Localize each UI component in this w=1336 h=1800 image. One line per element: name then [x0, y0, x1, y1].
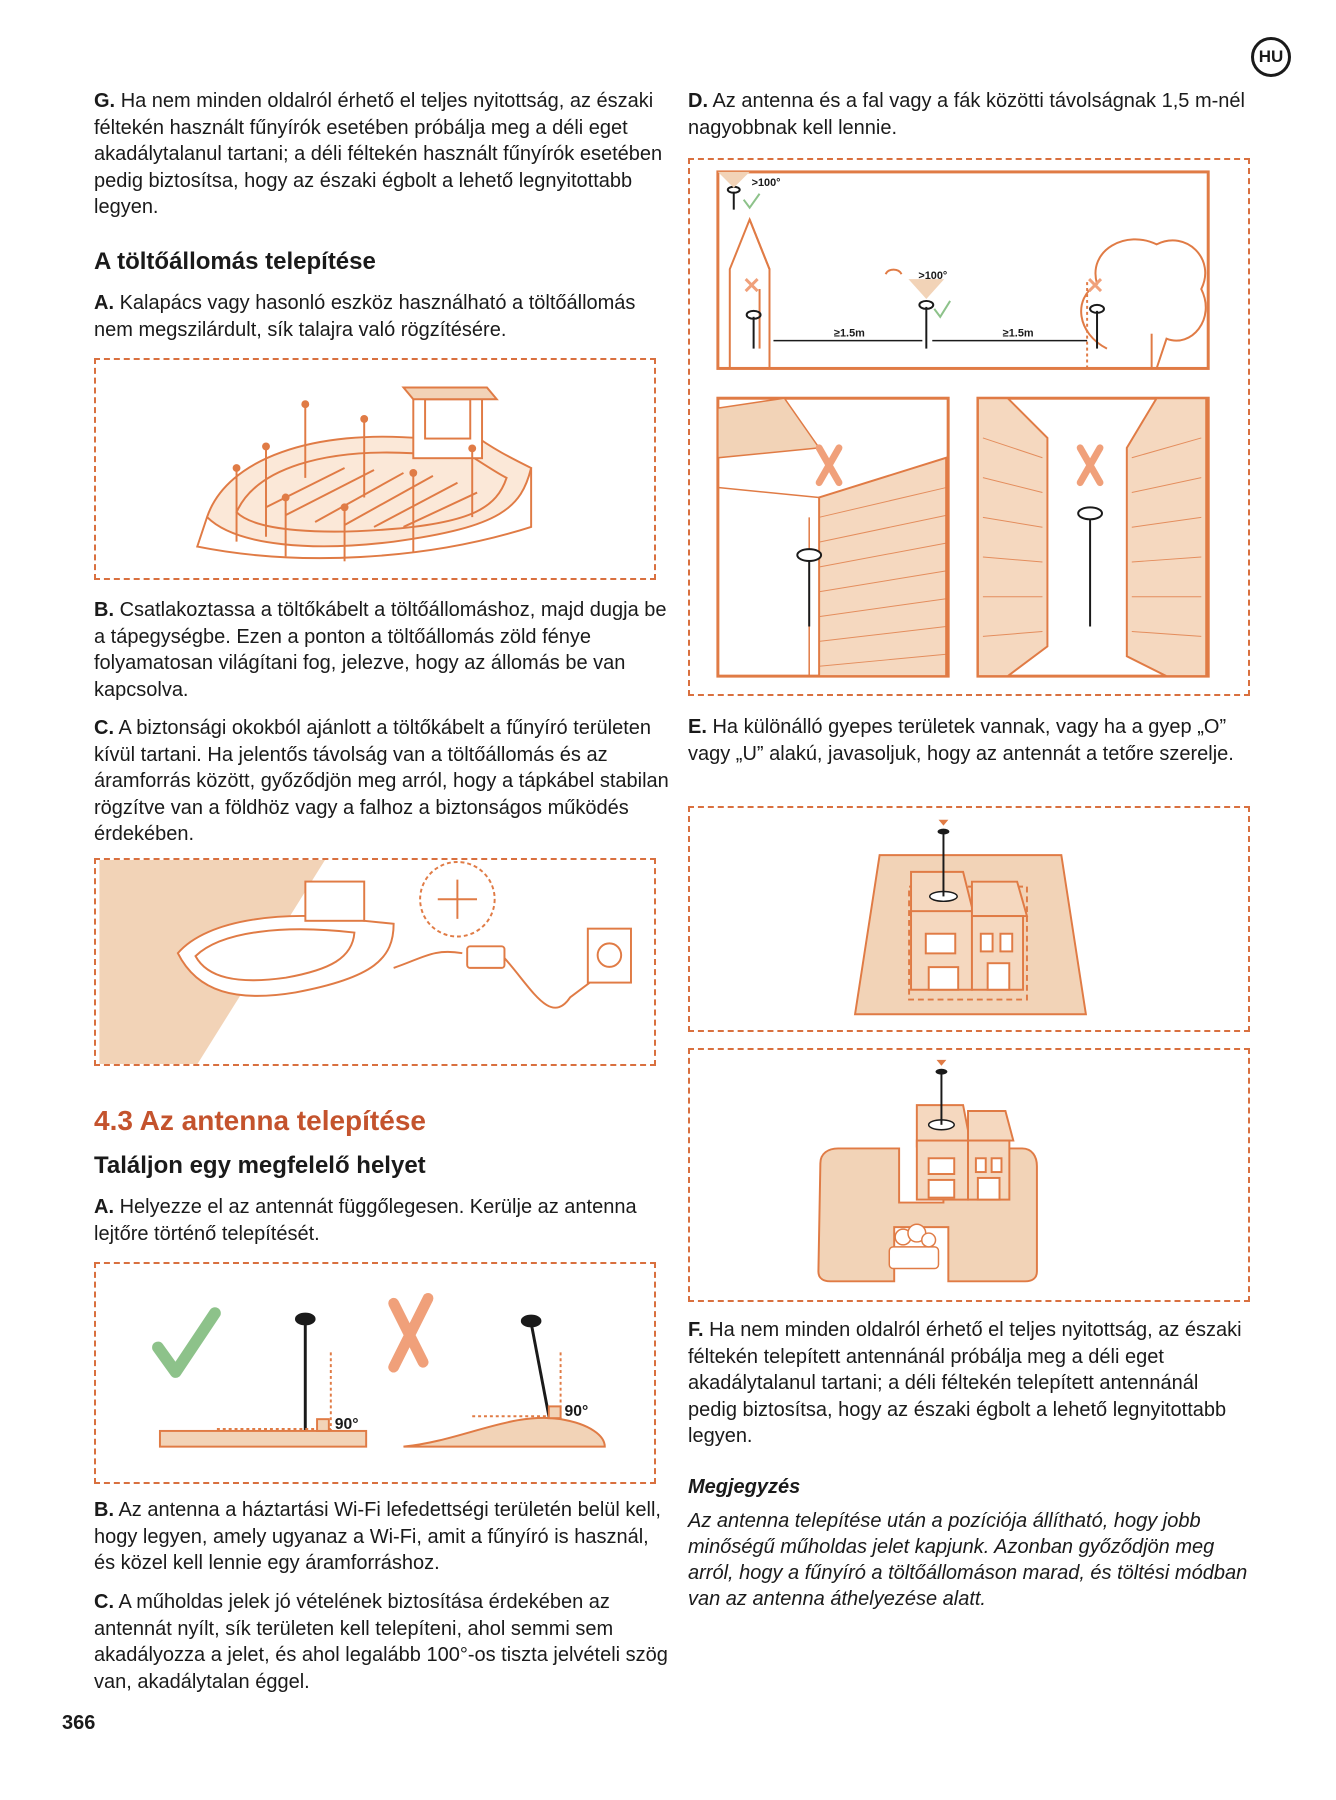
figure-roof-square-lawn	[688, 806, 1250, 1032]
distance-label-1: ≥1.5m	[834, 327, 865, 340]
paragraph-station-a	[94, 290, 664, 343]
paragraph-text: Ha nem minden oldalról érhető el teljes nyitottság, az északi féltekén használt fűnyírók esetében próbálja meg a déli eget akadálytalanul tartani; a déli féltekén használt fűnyírók esetében pedig biztosítsa, hogy az északi égbolt a lehető legnyitottabb legyen.	[94, 90, 663, 218]
paragraph-antenna-a	[94, 1194, 669, 1247]
note-text: Az antenna telepítése után a pozíciója állítható, hogy jobb minőségű műholdas jelet kapjunk. Azonban győződjön meg arról, hogy a fűnyíró a töltőállomáson marad, és töltési módban van az antenna áthelyezése alatt.	[688, 1510, 1248, 1610]
paragraph-text: Az antenna és a fal vagy a fák közötti távolságnak 1,5 m-nél nagyobbnak kell lennie.	[688, 90, 1245, 139]
angle-label-vertical: 90°	[334, 1415, 359, 1433]
paragraph-letter: C.	[94, 717, 114, 739]
page-number: 366	[62, 1712, 96, 1734]
paragraph-letter: B.	[94, 599, 114, 621]
note-title: Megjegyzés	[688, 1476, 801, 1498]
figure-roof-u-lawn	[688, 1048, 1250, 1302]
check-icon	[158, 1313, 215, 1372]
paragraph-letter: D.	[688, 90, 708, 112]
paragraph-text: Ha különálló gyepes területek vannak, vagy ha a gyep „O” vagy „U” alakú, javasoljuk, hogy az antennát a tetőre szerelje.	[688, 716, 1234, 765]
angle-label-house: >100°	[751, 176, 781, 189]
paragraph-antenna-d	[688, 88, 1248, 141]
paragraph-letter: G.	[94, 90, 116, 112]
paragraph-text: A műholdas jelek jó vételének biztosítása érdekében az antennát nyílt, sík területen kell telepíteni, ahol semmi sem akadályozza a jelet, és ahol legalább 100°-os tiszta jelvételi szög van, akadálytalan éggel.	[94, 1591, 668, 1693]
angle-label-middle: >100°	[918, 270, 948, 283]
figure-station-cable	[94, 858, 656, 1066]
paragraph-letter: F.	[688, 1319, 704, 1341]
paragraph-text: Helyezze el az antennát függőlegesen. Kerülje az antenna lejtőre történő telepítését.	[94, 1196, 637, 1245]
distance-label-2: ≥1.5m	[1002, 327, 1034, 340]
section-title: 4.3 Az antenna telepítése	[94, 1105, 426, 1136]
station-heading: A töltőállomás telepítése	[94, 248, 376, 275]
paragraph-station-c	[94, 715, 669, 848]
subheading: Találjon egy megfelelő helyet	[94, 1152, 426, 1179]
cross-icon	[394, 1298, 428, 1367]
figure-station-stakes	[94, 358, 656, 580]
paragraph-letter: A.	[94, 292, 114, 314]
paragraph-letter: E.	[688, 716, 707, 738]
paragraph-antenna-b	[94, 1497, 669, 1577]
paragraph-station-b	[94, 597, 669, 703]
paragraph-antenna-f	[688, 1317, 1248, 1450]
paragraph-text: Csatlakoztassa a töltőkábelt a töltőállomáshoz, majd dugja be a tápegységbe. Ezen a ponton a töltőállomás zöld fénye folyamatosan világítani fog, jelezve, hogy az állomás be van kapcsolva.	[94, 599, 667, 701]
figure-antenna-vertical	[94, 1262, 656, 1484]
figure-antenna-distance	[688, 158, 1250, 696]
language-badge: HU	[1251, 37, 1291, 77]
paragraph-text: Az antenna a háztartási Wi-Fi lefedettségi területén belül kell, hogy legyen, amely ugyanaz a Wi-Fi, amit a fűnyíró is használ, és közel kell lennie egy áramforráshoz.	[94, 1499, 661, 1574]
paragraph-antenna-c	[94, 1589, 669, 1695]
paragraph-text: Ha nem minden oldalról érhető el teljes nyitottság, az északi féltekén telepített antennánál próbálja meg a déli eget akadálytalanul tartani; a déli féltekén telepített antennánál pedig biztosítsa, hogy az északi égbolt a lehető legnyitottabb legyen.	[688, 1319, 1242, 1447]
paragraph-g	[94, 88, 669, 221]
paragraph-text: A biztonsági okokból ajánlott a töltőkábelt a fűnyíró területen kívül tartani. Ha jelentős távolság van a töltőállomás és az áramforrás között, győződjön meg arról, hogy a tápkábel stabilan rögzítve van a földhöz vagy a falhoz a biztonságos működés érdekében.	[94, 717, 669, 845]
paragraph-letter: A.	[94, 1196, 114, 1218]
paragraph-letter: C.	[94, 1591, 114, 1613]
paragraph-antenna-e	[688, 714, 1248, 767]
paragraph-text: Kalapács vagy hasonló eszköz használható a töltőállomás nem megszilárdult, sík talajra való rögzítésére.	[94, 292, 636, 341]
angle-label-slope: 90°	[564, 1403, 589, 1421]
paragraph-letter: B.	[94, 1499, 114, 1521]
